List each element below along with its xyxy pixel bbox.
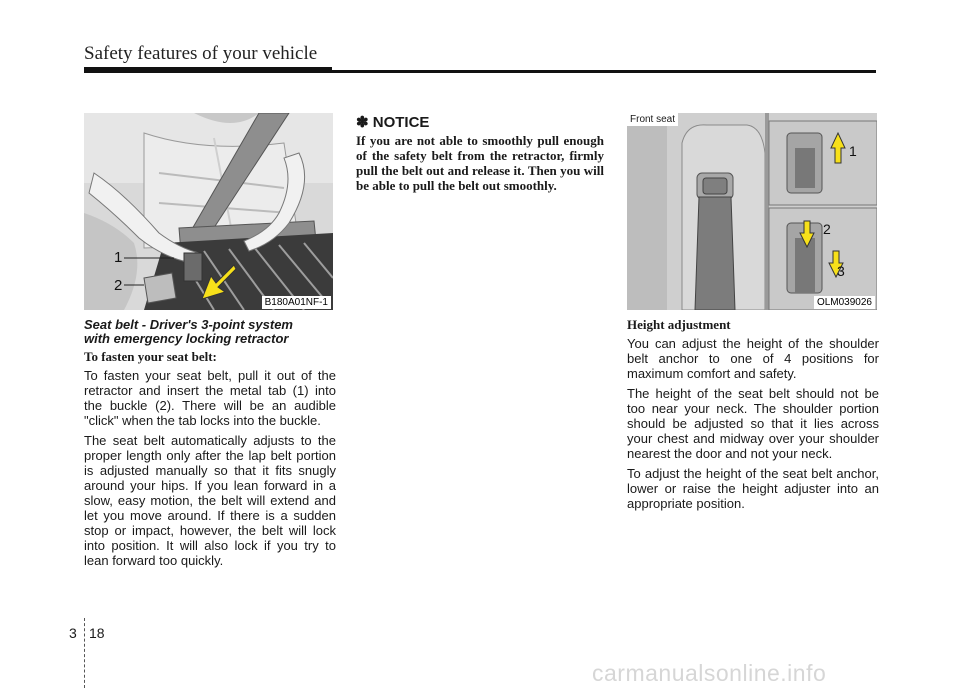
fasten-paragraph-1: To fasten your seat belt, pull it out of the retractor and insert the metal tab (1) into the buckle (2). There will be an audible "click" when the tab locks into the buckle. (84, 368, 336, 428)
header-rule-accent (84, 67, 332, 73)
figure-caption (84, 318, 334, 346)
height-adjuster-illustration (627, 113, 877, 310)
callout-1: 1 (849, 143, 857, 159)
section-number: 3 (69, 625, 77, 641)
header-title: Safety features of your vehicle (84, 43, 318, 64)
height-adjustment-heading: Height adjustment (627, 317, 731, 332)
fasten-section (84, 349, 336, 573)
height-paragraph-3: To adjust the height of the seat belt anchor, lower or raise the height adjuster into an appropriate position. (627, 466, 879, 511)
notice-title: ✽ NOTICE (356, 114, 430, 131)
height-adjuster-figure (627, 113, 877, 310)
height-adjustment-section (627, 317, 879, 516)
front-seat-label: Front seat (627, 113, 678, 126)
callout-2: 2 (114, 277, 123, 294)
fasten-subheading: To fasten your seat belt: (84, 349, 217, 364)
fasten-paragraph-2: The seat belt automatically adjusts to the proper length only after the lap belt portion is adjusted manually so that it fits snugly around your hips. If you lean forward in a slow, easy motion, the belt will extend and let you move around. If there is a sudden stop or impact, however, the belt will lock into position. It will also lock if you try to lean forward too quickly. (84, 433, 336, 568)
caption-line-1: Seat belt - Driver's 3-point system (84, 317, 293, 332)
seatbelt-fasten-figure (84, 113, 333, 310)
callout-1: 1 (114, 249, 123, 266)
callout-2: 2 (823, 221, 831, 237)
notice-body: If you are not able to smoothly pull enough of the safety belt from the retractor, firmly pull the belt out and release it. Then you will be able to pull the belt out smoothly. (356, 133, 604, 193)
caption-line-2: with emergency locking retractor (84, 331, 289, 346)
watermark: carmanualsonline.info (592, 660, 827, 686)
footer-divider (84, 618, 86, 688)
figure-code: OLM039026 (814, 296, 875, 309)
height-paragraph-2: The height of the seat belt should not be too near your neck. The shoulder portion should be adjusted so that it lies across your chest and midway over your shoulder nearest the door and not your neck. (627, 386, 879, 461)
figure-code: B180A01NF-1 (262, 296, 331, 309)
height-paragraph-1: You can adjust the height of the shoulder belt anchor to one of 4 positions for maximum comfort and safety. (627, 336, 879, 381)
callout-3: 3 (837, 263, 845, 279)
page-number: 18 (89, 625, 105, 641)
